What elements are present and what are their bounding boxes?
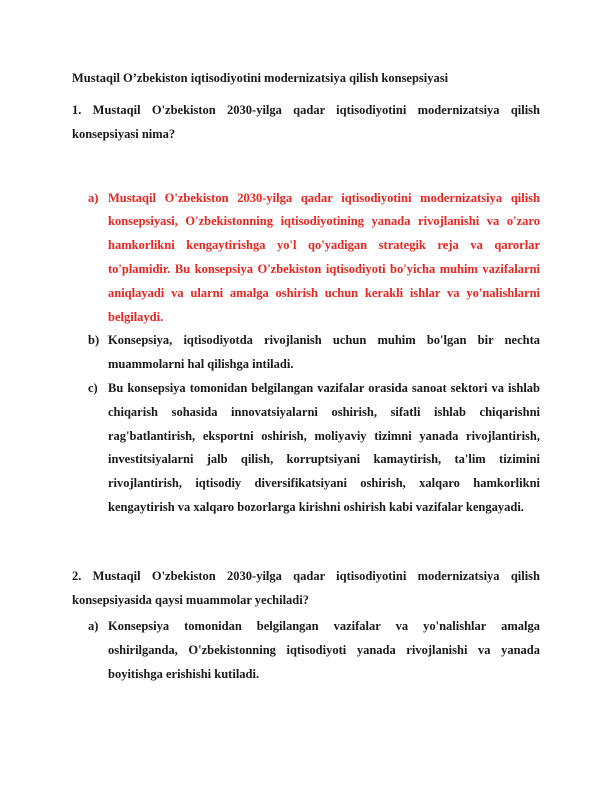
question-1-block <box>72 99 540 520</box>
spacer <box>72 520 540 565</box>
option-letter: b) <box>88 333 100 348</box>
option-letter: c) <box>88 380 98 395</box>
option-text: Konsepsiya, iqtisodiyotda rivojlanish uchun muhim bo'lgan bir nechta muammolarni hal qilishga intiladi. <box>108 333 540 372</box>
option-text: Bu konsepsiya tomonidan belgilangan vazifalar orasida sanoat sektori va ishlab chiqarish sohasida innovatsiyalarni oshirish, sifatli ishlab chiqarishni rag'batlantirish, eksportni oshirish, moliyaviy tizimni yanada rivojlantirish, investitsiyalarni jalb qilish, korruptsiyani kamaytirish, ta'lim tizimini rivojlantirish, iqtisodiy diversifikatsiyani oshirish, xalqaro hamkorlikni kengaytirish va xalqaro bozorlarga kirishni oshirish kabi vazifalar kengayadi. <box>108 380 540 514</box>
question-1-text: 1. Mustaqil O'zbekiston 2030-yilga qadar iqtisodiyotini modernizatsiya qilish konsepsiyasi nima? <box>72 103 540 141</box>
question-2-block <box>72 565 540 687</box>
option-letter: a) <box>88 190 99 205</box>
question-2-text: 2. Mustaqil O'zbekiston 2030-yilga qadar iqtisodiyotini modernizatsiya qilish konsepsiyasida qaysi muammolar yechiladi? <box>72 568 540 607</box>
option-a-highlighted <box>72 187 540 330</box>
option-c <box>72 377 540 520</box>
option-text: Konsepsiya tomonidan belgilangan vazifalar va yo'nalishlar amalga oshirilganda, O'zbekistonning iqtisodiyoti yanada rivojlanishi va yanada boyitishga erishishi kutiladi. <box>108 619 540 681</box>
question-1-options <box>72 187 540 520</box>
option-b <box>72 329 540 377</box>
document-title: Mustaqil O’zbekiston iqtisodiyotini modernizatsiya qilish konsepsiyasi <box>72 71 449 85</box>
option-letter: a) <box>88 619 99 634</box>
option-text: Mustaqil O'zbekiston 2030-yilga qadar iqtisodiyotini modernizatsiya qilish konsepsiyasi, O'zbekistonning iqtisodiyotining yanada rivojlanishi va o'zaro hamkorlikni kengaytirishga yo'l qo'yadigan strategik reja va qarorlar to'plamidir. Bu konsepsiya O'zbekiston iqtisodiyoti bo'yicha muhim vazifalarni aniqlayadi va ularni amalga oshirish uchun kerakli ishlar va yo'nalishlarni belgilaydi. <box>108 190 540 324</box>
option-a <box>72 615 540 686</box>
spacer <box>72 147 540 187</box>
question-2-options <box>72 615 540 686</box>
